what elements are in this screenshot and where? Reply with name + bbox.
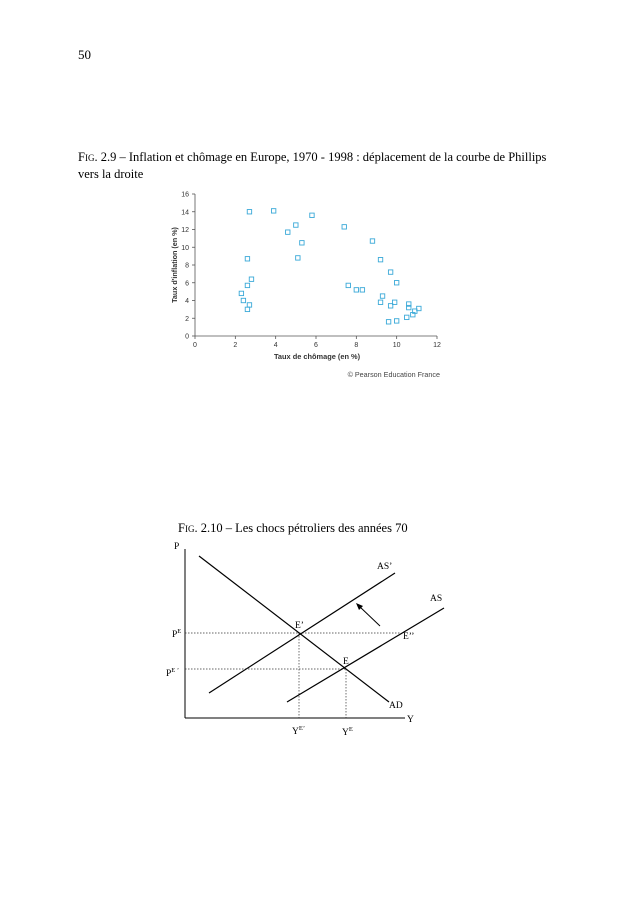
data-point [286,230,290,234]
as-curve [287,608,444,702]
x-tick-label: 10 [392,342,401,349]
caption-text: 2.9 – Inflation et chômage en Europe, 1970 - 1998 : déplacement de la courbe de Phillips vers la droite [78,150,547,181]
data-point [354,288,358,292]
data-point [245,283,249,287]
caption-text: 2.10 – Les chocs pétroliers des années 70 [197,521,408,535]
data-point [386,320,390,324]
data-point [294,223,298,227]
y-axis-title: Taux d'inflation (en %) [170,227,179,303]
data-point [249,277,253,281]
y-tick-label: 12 [181,227,189,234]
x-tick-label: 0 [193,342,197,349]
shift-arrow [359,606,380,626]
point-e-double-prime: E’’ [403,632,415,642]
y-tick-label: 14 [181,209,189,217]
data-point [405,315,409,319]
as-prime-label: AS’ [377,562,393,572]
figure-2-10-caption [178,521,408,536]
data-point [394,319,398,323]
point-e: E [343,657,349,667]
point-e-prime: E’ [295,621,304,631]
data-point [380,294,384,298]
as-ad-diagram [160,535,443,745]
caption-label: Fig. [78,150,98,164]
y-axis-label: P [174,542,180,552]
caption-label: Fig. [178,521,198,535]
y-tick-label: 10 [181,244,189,252]
data-point [245,307,249,311]
x-axis-title: Taux de chômage (en %) [273,352,361,361]
ad-label: AD [389,701,403,711]
data-point [360,288,364,292]
output-left-label: $Y^{E’}$ [292,725,306,737]
data-point [271,209,275,213]
y-tick-label: 16 [181,191,189,199]
data-point [239,291,243,295]
data-point [245,257,249,261]
data-point [394,281,398,285]
data-point [310,213,314,217]
output-right-label: $Y^E$ [342,726,353,738]
x-tick-label: 12 [433,342,441,349]
data-point [378,257,382,261]
price-low-label: $P^{E ’}$ [166,667,180,679]
data-point [346,283,350,287]
data-point [296,256,300,260]
x-axis-label: Y [407,715,414,725]
price-high-label: $P^E$ [172,628,182,640]
y-tick-label: 8 [185,262,189,270]
as-label: AS [430,594,443,604]
x-tick-label: 2 [233,342,238,349]
x-tick-label: 6 [314,342,318,349]
data-point [388,270,392,274]
data-point [241,298,245,302]
x-tick-label: 8 [354,342,359,349]
y-tick-label: 0 [185,333,189,341]
data-point [370,239,374,243]
y-tick-label: 4 [185,298,189,305]
page-number: 50 [78,47,91,62]
data-point [247,210,251,214]
data-point [300,241,304,245]
figure-2-9-caption [78,149,558,183]
data-point [342,225,346,229]
phillips-scatter-chart [150,185,460,385]
y-tick-label: 6 [185,280,189,288]
copyright-credit: © Pearson Education France [347,370,440,379]
ad-curve [199,556,389,702]
data-point [247,303,251,307]
data-point [378,300,382,304]
x-tick-label: 4 [273,342,278,349]
y-tick-label: 2 [185,315,189,323]
